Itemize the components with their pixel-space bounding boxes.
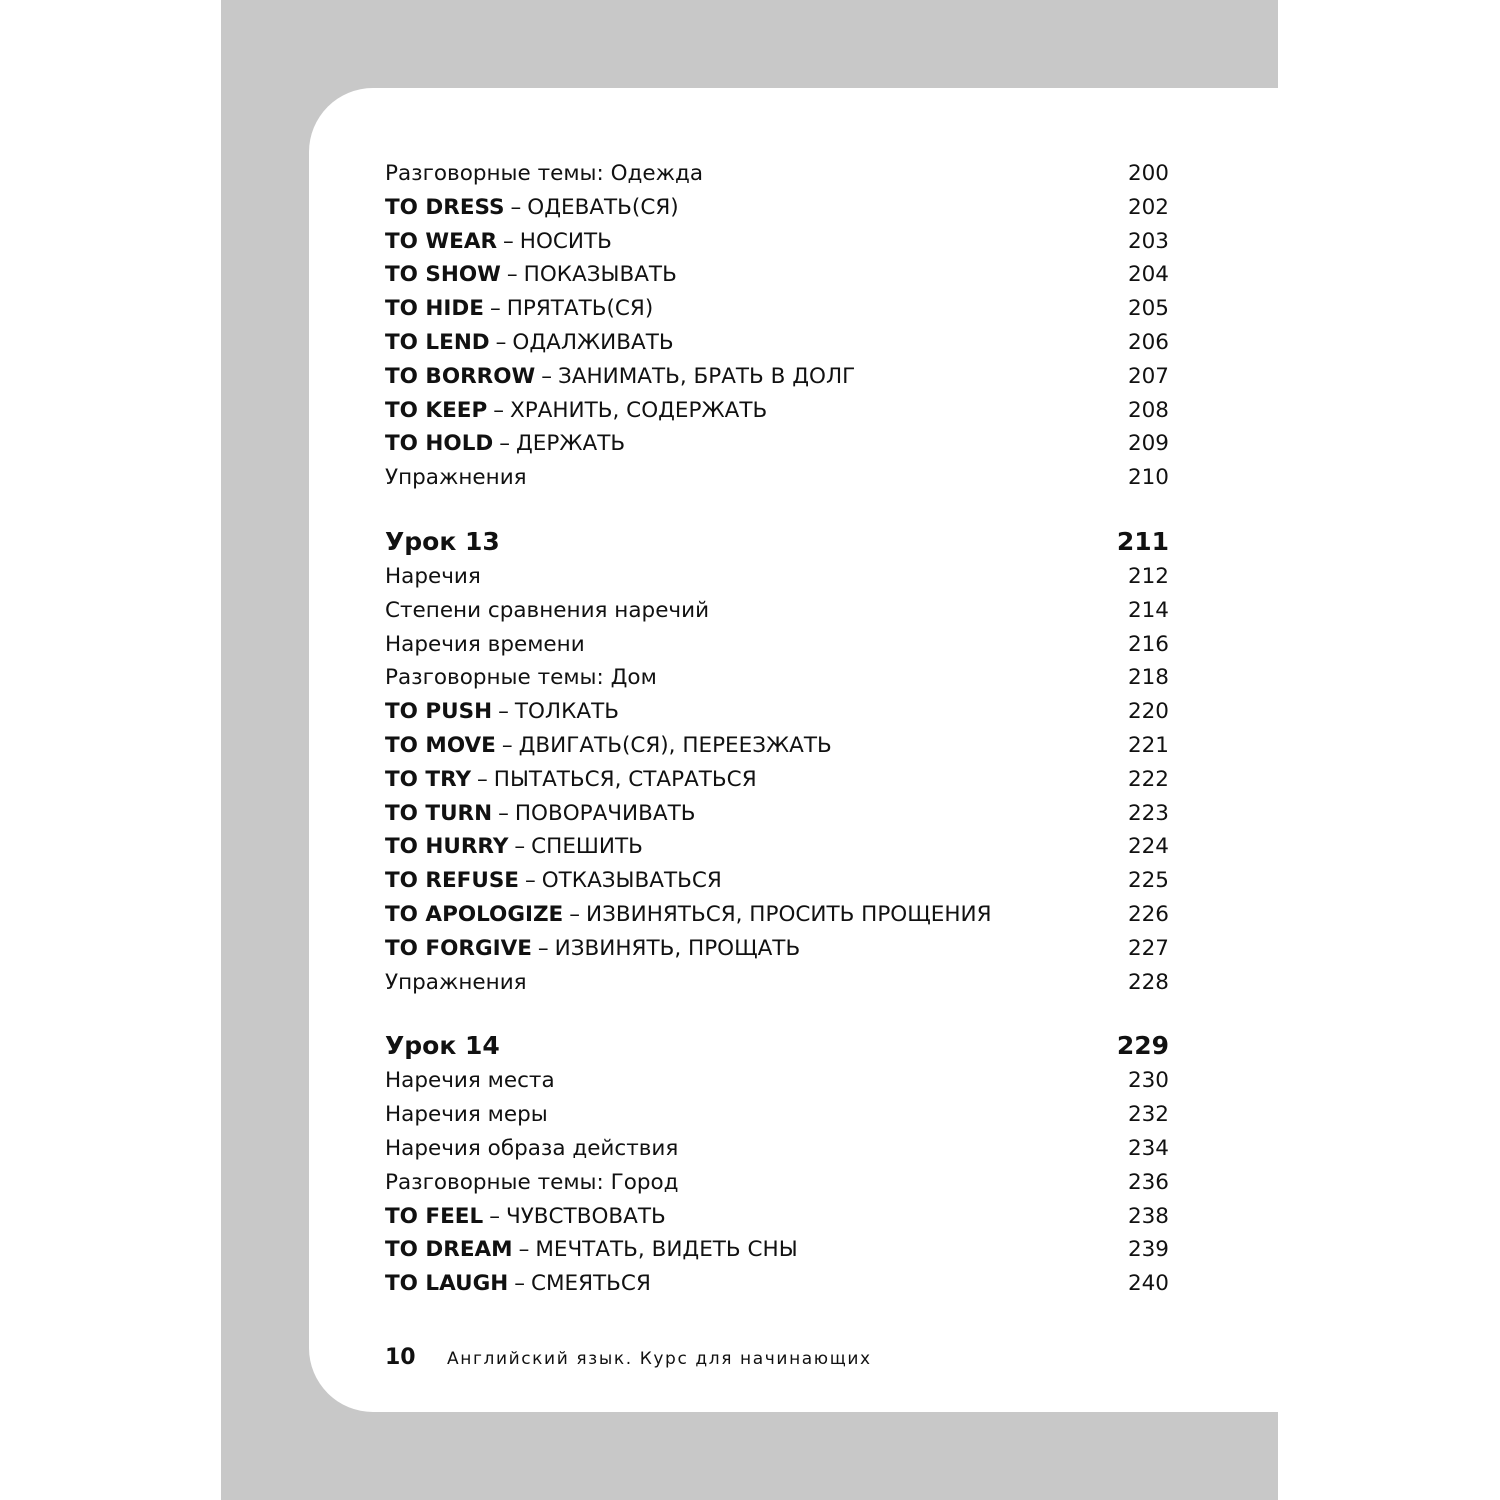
toc-entry[interactable] (385, 661, 1169, 695)
topic-label: Разговорные темы: Дом (385, 665, 657, 691)
page-footer (385, 1345, 872, 1370)
dash-separator: – (501, 732, 513, 758)
toc-entry[interactable] (385, 1233, 1169, 1267)
toc-entry-title (385, 898, 992, 932)
verb-label: TO BORROW (385, 363, 536, 389)
topic-label: Разговорные темы: Одежда (385, 161, 704, 186)
lesson-title: Урок 13 (385, 526, 500, 556)
topic-label: Наречия (385, 563, 481, 589)
toc-entry-title (385, 695, 619, 729)
verb-label: TO APOLOGIZE (385, 901, 564, 927)
toc-entry-title (385, 594, 709, 628)
toc-entry[interactable] (385, 830, 1169, 864)
toc-entry[interactable] (385, 1098, 1169, 1132)
toc-entry-title (385, 1064, 555, 1098)
topic-label: Степени сравнения наречий (385, 597, 710, 623)
toc-page-number: 205 (1127, 296, 1169, 322)
table-of-contents (385, 157, 1169, 1301)
verb-translation: СПЕШИТЬ (531, 834, 643, 860)
toc-entry-title (385, 1200, 666, 1234)
toc-page-number: 214 (1127, 597, 1169, 623)
toc-page-number: 221 (1127, 732, 1169, 758)
verb-translation: ЧУВСТВОВАТЬ (505, 1203, 666, 1229)
toc-entry[interactable] (385, 966, 1169, 1000)
dash-separator: – (541, 363, 552, 389)
verb-label: TO TURN (385, 800, 493, 826)
toc-entry-title (385, 1267, 651, 1301)
verb-label: TO KEEP (385, 397, 488, 423)
verb-label: TO HOLD (385, 431, 494, 457)
topic-label: Упражнения (385, 465, 527, 491)
dash-separator: – (498, 800, 509, 826)
section-gap (385, 495, 1169, 524)
toc-entry-title (385, 191, 679, 225)
verb-label: TO REFUSE (385, 868, 519, 894)
toc-page-number: 207 (1127, 363, 1169, 389)
verb-translation: МЕЧТАТЬ, ВИДЕТЬ СНЫ (535, 1237, 798, 1263)
dash-separator: – (499, 431, 510, 457)
dash-separator: – (503, 228, 514, 254)
dash-separator: – (569, 901, 580, 927)
verb-label: TO FORGIVE (385, 935, 532, 961)
verb-label: TO PUSH (385, 699, 493, 725)
toc-page-number: 232 (1127, 1102, 1169, 1128)
topic-label: Наречия места (385, 1068, 555, 1094)
verb-label: TO FEEL (385, 1203, 484, 1229)
verb-translation: СМЕЯТЬСЯ (530, 1271, 651, 1297)
toc-entry[interactable] (385, 1267, 1169, 1301)
toc-entry[interactable] (385, 898, 1169, 932)
verb-translation: ОТКАЗЫВАТЬСЯ (541, 868, 722, 894)
lesson-page-number: 229 (1116, 1031, 1169, 1061)
toc-page-number: 222 (1127, 766, 1169, 792)
verb-label: TO TRY (385, 766, 472, 792)
toc-entry-title (385, 157, 703, 191)
toc-entry-title (385, 427, 625, 461)
toc-page-number: 225 (1127, 868, 1169, 894)
toc-entry-title (385, 225, 612, 259)
verb-translation: ПОВОРАЧИВАТЬ (514, 800, 696, 826)
verb-translation: НОСИТЬ (519, 228, 612, 254)
toc-page-number: 223 (1127, 800, 1169, 826)
toc-entry[interactable] (385, 461, 1169, 495)
lesson-title: Урок 14 (385, 1031, 500, 1061)
dash-separator: – (493, 397, 504, 423)
toc-entry-title (385, 932, 800, 966)
topic-label: Наречия меры (385, 1102, 548, 1128)
dash-separator: – (489, 1203, 500, 1229)
toc-entry[interactable] (385, 628, 1169, 662)
dash-separator: – (477, 766, 488, 792)
dash-separator: – (518, 1237, 530, 1263)
verb-translation: ПОКАЗЫВАТЬ (523, 262, 677, 288)
toc-page-number: 203 (1127, 228, 1169, 254)
dash-separator: – (514, 834, 526, 860)
toc-entry-title (385, 1132, 678, 1166)
toc-entry-title (385, 628, 585, 662)
toc-page-number: 226 (1127, 901, 1169, 927)
toc-entry-title (385, 864, 722, 898)
dash-separator: – (498, 699, 509, 725)
footer-page-number: 10 (385, 1345, 416, 1370)
toc-entry[interactable] (385, 932, 1169, 966)
toc-entry[interactable] (385, 292, 1169, 326)
verb-translation: ЗАНИМАТЬ, БРАТЬ В ДОЛГ (557, 363, 856, 389)
toc-entry-title (385, 1098, 548, 1132)
verb-translation: ХРАНИТЬ, СОДЕРЖАТЬ (509, 397, 768, 423)
lesson-heading[interactable] (385, 1028, 1169, 1064)
lesson-heading[interactable] (385, 524, 1169, 560)
toc-entry-title (385, 830, 643, 864)
toc-entry[interactable] (385, 695, 1169, 729)
toc-entry[interactable] (385, 1064, 1169, 1098)
dash-separator: – (495, 329, 507, 355)
verb-label: TO DREAM (385, 1237, 513, 1263)
toc-entry[interactable] (385, 594, 1169, 628)
dash-separator: – (525, 868, 536, 894)
toc-page-number: 239 (1127, 1237, 1169, 1263)
verb-label: TO LAUGH (385, 1271, 509, 1297)
toc-page-number: 227 (1127, 935, 1169, 961)
toc-page-number: 202 (1127, 194, 1169, 220)
toc-page-number: 209 (1127, 431, 1169, 457)
toc-page-number: 200 (1127, 161, 1169, 186)
lesson-page-number: 211 (1116, 526, 1169, 556)
toc-entry-title (385, 1166, 679, 1200)
toc-entry-title (385, 797, 695, 831)
toc-entry[interactable] (385, 1132, 1169, 1166)
toc-entry[interactable] (385, 360, 1169, 394)
dash-separator: – (537, 935, 549, 961)
toc-entry[interactable] (385, 258, 1169, 292)
verb-label: TO HIDE (385, 296, 484, 322)
toc-page-number: 212 (1127, 563, 1169, 589)
toc-page-number: 206 (1127, 329, 1169, 355)
verb-translation: ПРЯТАТЬ(СЯ) (506, 296, 654, 322)
topic-label: Разговорные темы: Город (385, 1169, 679, 1195)
toc-page-number: 234 (1127, 1135, 1169, 1161)
dash-separator: – (506, 262, 518, 288)
toc-entry-title (385, 360, 855, 394)
toc-page-number: 238 (1127, 1203, 1169, 1229)
toc-entry-title (385, 763, 757, 797)
toc-entry[interactable] (385, 797, 1169, 831)
topic-label: Наречия образа действия (385, 1135, 679, 1161)
toc-entry-title (385, 394, 767, 428)
toc-entry-title (385, 1233, 798, 1267)
dash-separator: – (514, 1271, 525, 1297)
toc-page-number: 230 (1127, 1068, 1169, 1094)
toc-entry[interactable] (385, 157, 1169, 191)
toc-page-number: 210 (1127, 465, 1169, 491)
verb-label: TO LEND (385, 329, 490, 355)
toc-page-number: 218 (1127, 665, 1169, 691)
verb-translation: ТОЛКАТЬ (514, 699, 619, 725)
toc-page-number: 220 (1127, 699, 1169, 725)
toc-entry-title (385, 661, 657, 695)
footer-book-title: Английский язык. Курс для начинающих (447, 1349, 872, 1369)
toc-page-number: 208 (1127, 397, 1169, 423)
verb-label: TO HURRY (385, 834, 509, 860)
toc-entry[interactable] (385, 864, 1169, 898)
verb-translation: ОДАЛЖИВАТЬ (512, 329, 674, 355)
toc-page-number: 240 (1127, 1271, 1169, 1297)
toc-entry[interactable] (385, 1166, 1169, 1200)
toc-page-number: 216 (1127, 631, 1169, 657)
toc-entry-title (385, 729, 832, 763)
toc-entry[interactable] (385, 225, 1169, 259)
toc-page-number: 236 (1127, 1169, 1169, 1195)
topic-label: Упражнения (385, 969, 527, 995)
verb-translation: ДВИГАТЬ(СЯ), ПЕРЕЕЗЖАТЬ (518, 732, 832, 758)
verb-label: TO SHOW (385, 262, 501, 288)
toc-entry-title (385, 326, 674, 360)
verb-translation: ИЗВИНЯТЬСЯ, ПРОСИТЬ ПРОЩЕНИЯ (586, 901, 992, 927)
toc-entry-title (385, 966, 527, 1000)
toc-entry-title (385, 292, 653, 326)
toc-entry[interactable] (385, 763, 1169, 797)
section-gap (385, 999, 1169, 1028)
verb-translation: ИЗВИНЯТЬ, ПРОЩАТЬ (554, 935, 801, 961)
toc-entry-title (385, 461, 527, 495)
verb-label: TO WEAR (385, 228, 498, 254)
toc-entry[interactable] (385, 560, 1169, 594)
toc-entry[interactable] (385, 729, 1169, 763)
topic-label: Наречия времени (385, 631, 585, 657)
dash-separator: – (510, 194, 522, 220)
toc-entry[interactable] (385, 1200, 1169, 1234)
verb-translation: ОДЕВАТЬ(СЯ) (527, 194, 679, 220)
verb-label: TO DRESS (385, 194, 505, 220)
toc-entry-title (385, 560, 481, 594)
toc-page-number: 204 (1127, 262, 1169, 288)
toc-page-number: 228 (1127, 969, 1169, 995)
dash-separator: – (489, 296, 501, 322)
toc-entry[interactable] (385, 394, 1169, 428)
toc-entry[interactable] (385, 326, 1169, 360)
verb-label: TO MOVE (385, 732, 496, 758)
verb-translation: ДЕРЖАТЬ (516, 431, 626, 457)
toc-page-number: 224 (1127, 834, 1169, 860)
toc-entry[interactable] (385, 427, 1169, 461)
verb-translation: ПЫТАТЬСЯ, СТАРАТЬСЯ (493, 766, 757, 792)
toc-entry-title (385, 258, 677, 292)
toc-entry[interactable] (385, 191, 1169, 225)
